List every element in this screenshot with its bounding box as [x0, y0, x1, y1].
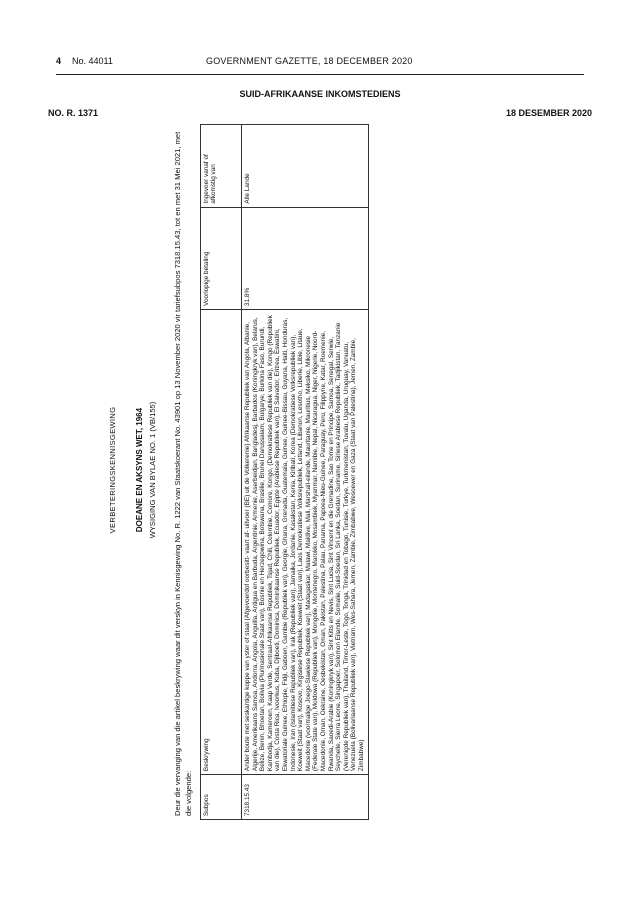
notice-date: 18 DESEMBER 2020 [505, 108, 592, 118]
page-header [56, 56, 584, 70]
cell-origin: Alle Lande [242, 125, 369, 208]
header-description: Beskrywing [201, 309, 242, 774]
gazette-title: GOVERNMENT GAZETTE, 18 DECEMBER 2020 [206, 56, 413, 66]
table-header-row [201, 125, 242, 820]
header-subpos: Subpos [201, 775, 242, 820]
act-title: DOEANE EN AKSYNS WET, 1964 [135, 407, 144, 533]
cell-description: Ander boute met seskantige koppe van yster of staal (Afgevoerdof oorbesitt- vaart af- uitvoer (BE) uit de Volkerenie) Afrikaanse Republiek van Angola, Albanie, Algerije, Amerikaans Samoa, Andorra, Angola, Anguilla, Antigua en Barbuda, Argentinie, Armenie, Aserbeidjan, Bangladesj, Barbados (Koningkryk van), Belarus, Belize, Benin, Bhoetan, Bolivia (Plurinasionale Staat van), Bosnie en Herzegowina, Botswana, Brasilie, Brunei Darussalam, Bulgarye, Burkina Faso, Burundi, Kambodja, Kameroen, Kaap Verde, Sentraal-Afrikaanse Republiek, Tsjad, Chili, Colombie, Comore, Kongo, (Demokratiese Republiek van die), Kongo (Republiek van die), Costa Rica, Ivoorkus, Kuba, Djiboeti, Dominica, Dominikaanse Republiek, Ecuador, Egipte (Arabiese Republiek van), El Salvador, Eritrea, Eswatini, Ekwatoriale Guinee, Ethiopie, Fidji, Gaboen, Gambie (Republiek van), Georgie, Ghana, Grenada, Guatemala, Guinee, Guinee-Bissau, Guyana, Haiti, Honduras, Indonesie, Iran (Islamitiese Republiek van), Irak (Republiek van), Jamaika, Jordanie, Kasakstan, Kenia, Kiribati, Korea (Demokratiese Volksrepubliek van), Koeweit (Staat van), Kosovo, Kirgisiese Republiek, Koeweit (Staat van), Laos Demokratiese Volksrepubliek, Letland, Libanon, Lesotho, Liberie, Libie, Litaue, Macedonie (voormalige Joego-Slawiese Republiek van), Madagaskar, Malawi, Maldive, Mali, Marshall-eilande, Mauritanie, Mauritius, Meksiko, Mikronesie (Federale State van), Moldowa (Republiek van), Mongolie, Montenegro, Marokko, Mosambiek, Myanmar, Namibie, Nepal, Nicaragua, Niger, Nigerie, Noord-Macedonie, Oman, Oekraine, Oesbekistan, Oman, Pakistan, Palestina, Palau, Panama, Papoea-Nieu-Guinee, Paraguay, Peru, Filippyne, Katar, Roemenie, Rwanda, Saoedi-Arabie (Koningkryk van), Sint Kitts en Nevis, Sint Lucia, Sint Vincent en die Grenadine, Sao Tome en Principe, Samoa, Senegal, Serwie, Seychelle, Sierra Leone, Singapoer, Solomon Eilande, Somalie, Suid-Soedan, Sri Lanka, Soedan, Suriname, Siriese Arabiese Republiek, Tadjikistan, Tanzanie (Verenigde Republiek van), Thailand, Timor-Leste, Togo, Tonga, Trinidad en Tobago, Tunisie, Turkye, Turkmenistan, Tuvalu, Uganda, Uruguay, Vanuatu, Venezuela (Bolivariaanse Republiek van), Vietnam, Wes-Sahara, Jemen, Zambie, Zimbabwe, Wesoewer en Gaza (Staat van Palestina), Jemen, Zambie, Zimbabwe) [242, 309, 369, 774]
table-row [242, 125, 369, 820]
notice-number: NO. R. 1371 [48, 108, 99, 118]
tariff-table [200, 124, 369, 820]
department-heading: SUID-AFRIKAANSE INKOMSTEDIENS [239, 89, 401, 99]
issue-number: No. 44011 [72, 56, 113, 66]
header-rule [56, 74, 584, 75]
notice-heading: VERBETERINGSKENNISGEWING [108, 406, 117, 534]
cell-provisional-payment: 31,8% [242, 207, 369, 309]
amendment-title: WYSIGING VAN BYLAE NO. 1 (VB/155) [148, 401, 157, 539]
header-origin: Ingevoer vanaf of afkomstig van [201, 125, 242, 208]
header-provisional-payment: Voorlopige betaling [201, 207, 242, 309]
cell-subpos: 7318.15.43 [242, 775, 369, 820]
page-number: 4 [56, 56, 62, 66]
rotated-notice-body [108, 120, 365, 820]
intro-paragraph: Deur die vervanging van die artikel beskrywing waar dit verskyn in Kennisgewing No. R. 1222 van Staatskoerant No. 43901 op 13 November 2020 vir tariefsubpos 7318.15.43, tot en met 31 Mei 2021, met die volgende: [173, 131, 193, 816]
